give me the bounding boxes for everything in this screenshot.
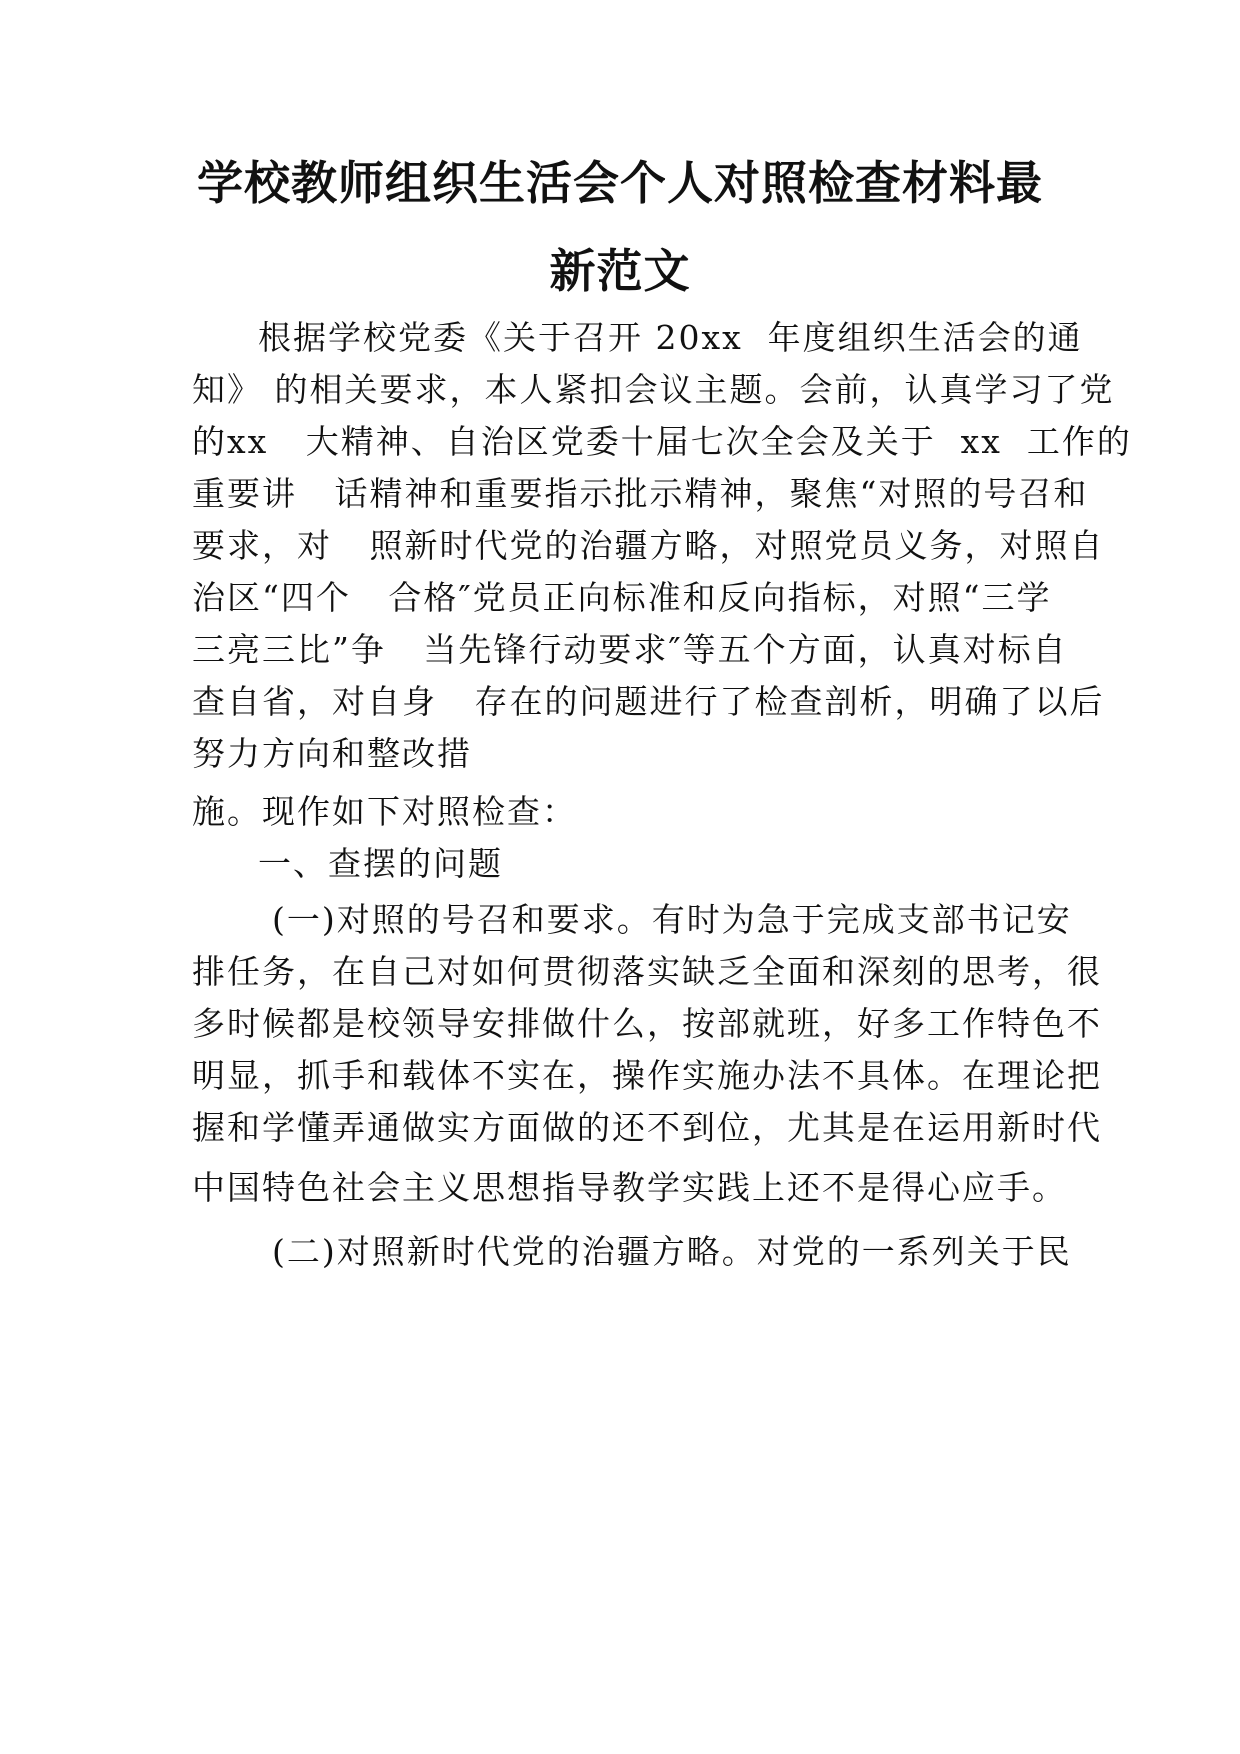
text-line: 排任务，在自己对如何贯彻落实缺乏全面和深刻的思考，很	[192, 952, 1102, 991]
text-line: 要求，对 照新时代党的治疆方略，对照党员义务，对照自	[192, 526, 1105, 565]
text-line: (二)对照新时代党的治疆方略。对党的一系列关于民	[272, 1232, 1072, 1271]
text-line: 多时候都是校领导安排做什么，按部就班，好多工作特色不	[192, 1004, 1102, 1043]
text-line: 的xx 大精神、自治区党委十届七次全会及关于 xx 工作的	[192, 422, 1132, 461]
paragraph-intro	[192, 312, 1132, 780]
text-line: 知》 的相关要求，本人紧扣会议主题。会前，认真学习了党	[192, 370, 1115, 409]
section-heading	[192, 838, 1072, 890]
text-line: (一)对照的号召和要求。有时为急于完成支部书记安	[272, 900, 1072, 939]
text-line: 三亮三比”争 当先锋行动要求″等五个方面，认真对标自	[192, 630, 1068, 669]
document-title-line-2: 新范文	[549, 244, 691, 298]
paragraph-item-1-continued	[192, 1162, 1072, 1214]
text-line: 握和学懂弄通做实方面做的还不到位，尤其是在运用新时代	[192, 1108, 1102, 1147]
paragraph-intro-continued	[192, 786, 1072, 838]
document-title-line-1: 学校教师组织生活会个人对照检查材料最	[197, 156, 1043, 210]
text-line: 查自省，对自身 存在的问题进行了检查剖析，明确了以后	[192, 682, 1105, 721]
paragraph-item-2	[192, 1226, 1072, 1278]
paragraph-item-1	[192, 894, 1102, 1154]
text-line: 努力方向和整改措	[192, 734, 472, 773]
section-heading-text: 一、查摆的问题	[258, 844, 503, 883]
text-line: 治区“四个 合格″党员正向标准和反向指标，对照“三学	[192, 578, 1052, 617]
text-line: 明显，抓手和载体不实在，操作实施办法不具体。在理论把	[192, 1056, 1102, 1095]
text-line: 施。现作如下对照检查：	[192, 792, 577, 831]
text-line: 重要讲 话精神和重要指示批示精神，聚焦“对照的号召和	[192, 474, 1089, 513]
text-line: 中国特色社会主义思想指导教学实践上还不是得心应手。	[192, 1168, 1067, 1207]
text-line: 根据学校党委《关于召开 20xx 年度组织生活会的通	[258, 318, 1083, 357]
